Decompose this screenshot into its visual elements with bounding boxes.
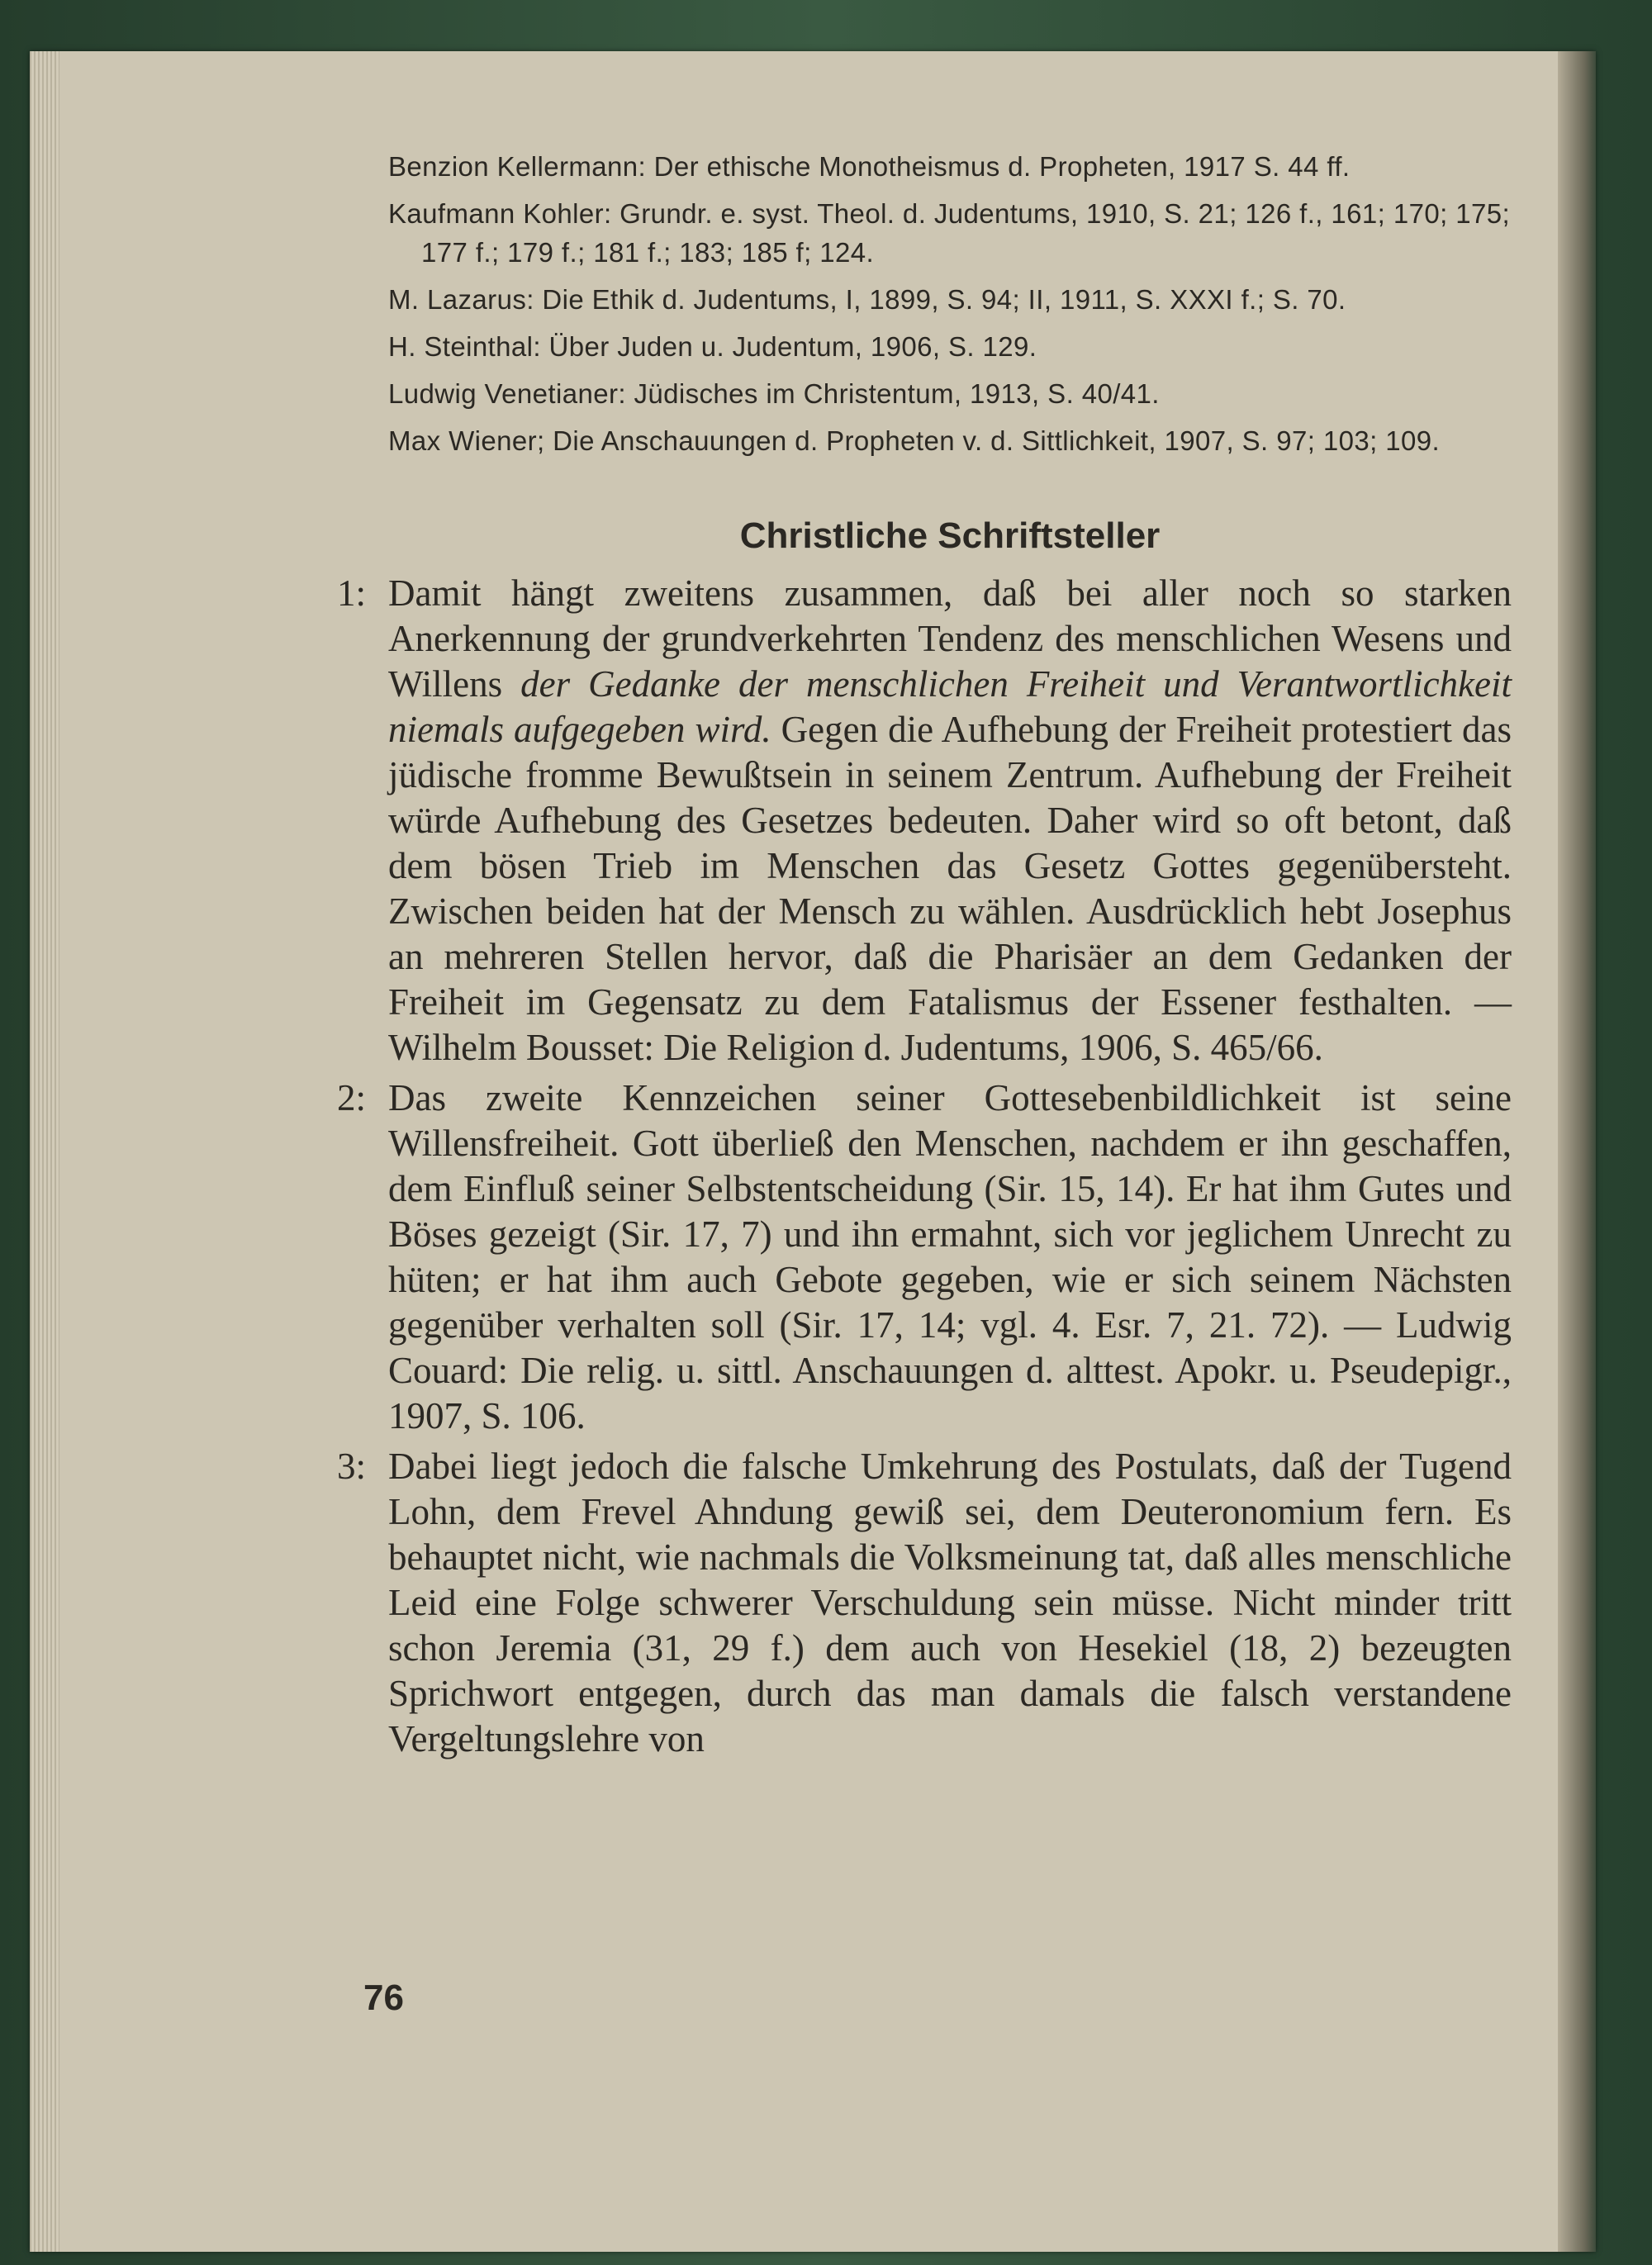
paragraph-text: Das zweite Kennzeichen seiner Gottesebenbildlichkeit ist seine Willensfreiheit. Gott überließ den Menschen, nachdem er ihn geschaffen, dem Einfluß seiner Selbstentscheidung (Sir. 15, 14). Er hat ihm Gutes und Böses gezeigt (Sir. 17, 7) und ihn ermahnt, sich vor jeglichem Unrecht zu hüten; er hat ihm auch Gebote gegeben, wie er sich seinem Nächsten gegenüber verhalten soll (Sir. 17, 14; vgl. 4. Esr. 7, 21. 72). — Ludwig Couard: Die relig. u. sittl. Anschauungen d. alttest. Apokr. u. Pseudepigr., 1907, S. 106. [388, 1077, 1512, 1436]
paragraph-2 [337, 1076, 1512, 1439]
emphasized-text: der Gedanke der menschlichen Freiheit und Verantwortlichkeit niemals aufgegeben wird. [388, 663, 1512, 750]
page-edge [30, 51, 59, 2252]
reference-list [388, 147, 1512, 460]
reference-entry: Kaufmann Kohler: Grundr. e. syst. Theol. d. Judentums, 1910, S. 21; 126 f., 161; 170; 175; 177 f.; 179 f.; 181 f.; 183; 185 f; 124. [388, 198, 1511, 268]
section-title: Christliche Schriftsteller [739, 515, 1161, 556]
paragraph-3 [337, 1444, 1512, 1762]
reference-entry: H. Steinthal: Über Juden u. Judentum, 1906, S. 129. [388, 331, 1037, 362]
reference-entry: Ludwig Venetianer: Jüdisches im Christentum, 1913, S. 40/41. [388, 378, 1160, 409]
paragraph-number: 3: [337, 1446, 367, 1487]
reference-entry: M. Lazarus: Die Ethik d. Judentums, I, 1899, S. 94; II, 1911, S. XXXI f.; S. 70. [388, 284, 1346, 315]
paragraph-text: Dabei liegt jedoch die falsche Umkehrung des Postulats, daß der Tugend Lohn, dem Frevel Ahndung gewiß sei, dem Deuteronomium fern. Es behauptet nicht, wie nachmals die Volksmeinung tat, daß alles menschliche Leid eine Folge schwerer Verschuldung sein müsse. Nicht minder tritt schon Jeremia (31, 29 f.) dem auch von Hesekiel (18, 2) bezeugten Sprichwort entgegen, durch das man damals die falsch verstandene Vergeltungslehre von [388, 1446, 1512, 1759]
paragraph-number: 1: [337, 572, 367, 614]
paragraph-text: Damit hängt zweitens zusammen, daß bei aller noch so starken Anerkennung der grundverkehrten Tendenz des menschlichen Wesens und Willens [388, 572, 1512, 705]
reference-entry: Max Wiener; Die Anschauungen d. Propheten v. d. Sittlichkeit, 1907, S. 97; 103; 109. [388, 425, 1441, 456]
paragraph-number: 2: [337, 1077, 367, 1118]
page-number: 76 [363, 1978, 404, 2018]
book-gutter [1558, 51, 1596, 2252]
reference-entry: Benzion Kellermann: Der ethische Monotheismus d. Propheten, 1917 S. 44 ff. [388, 151, 1351, 182]
paragraph-text: Gegen die Aufhebung der Freiheit protestiert das jüdische fromme Bewußtsein in seinem Zentrum. Aufhebung der Freiheit würde Aufhebung des Gesetzes bedeuten. Daher wird so oft betont, daß dem bösen Trieb im Menschen das Gesetz Gottes gegenübersteht. Zwischen beiden hat der Mensch zu wählen. Ausdrücklich hebt Josephus an mehreren Stellen hervor, daß die Pharisäer an dem Gedanken der Freiheit im Gegensatz zu dem Fatalismus der Essener festhalten. — Wilhelm Bousset: Die Religion d. Judentums, 1906, S. 465/66. [388, 709, 1512, 1068]
paragraph-1 [337, 571, 1512, 1071]
text-block [337, 147, 1512, 1767]
